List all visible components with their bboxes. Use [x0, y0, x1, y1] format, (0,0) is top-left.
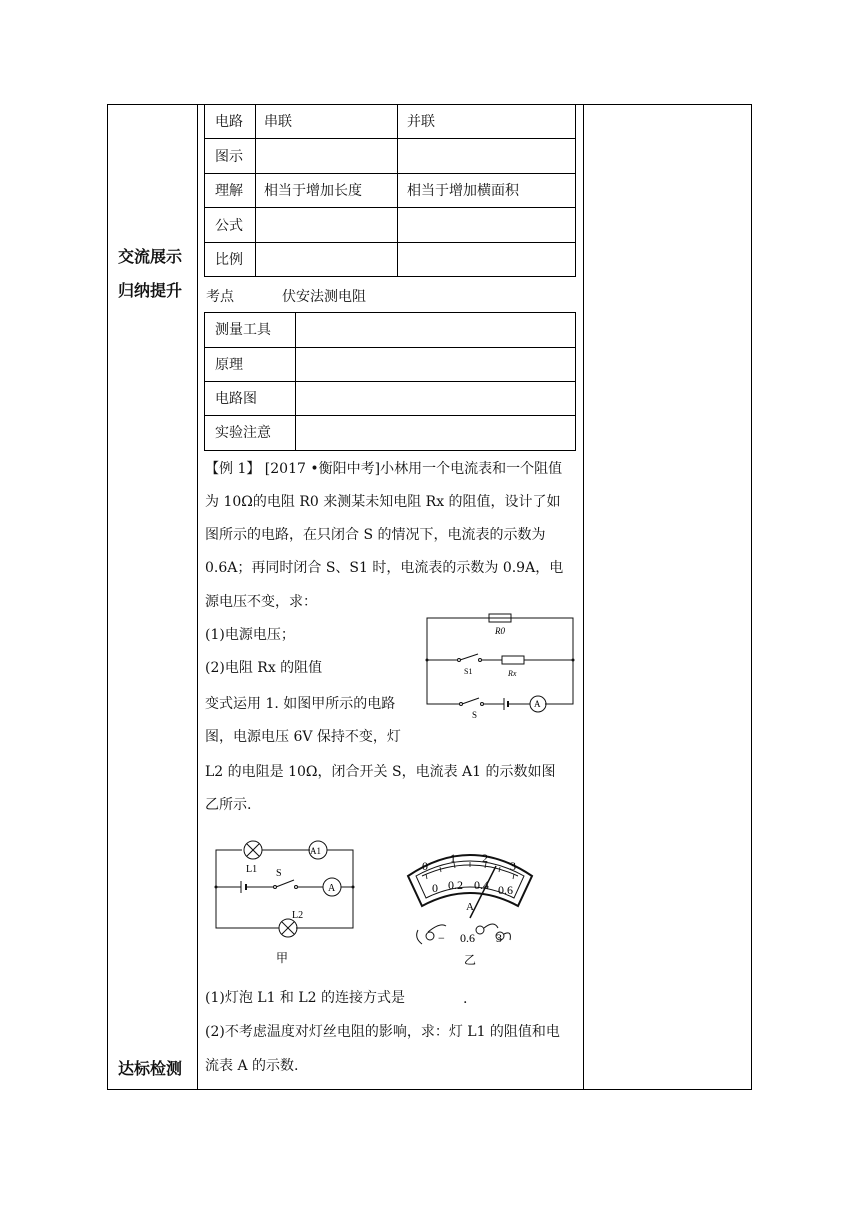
table-cell: 图示	[215, 149, 243, 165]
variant-line: 变式运用 1. 如图甲所示的电路	[205, 696, 396, 712]
table-cell: 相当于增加横面积	[407, 183, 519, 199]
example1-question: (1)电源电压；	[205, 627, 295, 643]
label-s: S	[472, 710, 478, 720]
table-cell: 串联	[264, 114, 292, 130]
side-label-summary: 归纳提升	[118, 281, 183, 300]
ammeter-label: A	[534, 699, 541, 709]
topic-name: 伏安法测电阻	[282, 289, 366, 305]
example1-line: 源电压不变，求：	[205, 594, 317, 610]
circuit-diagram-r0-rx	[420, 608, 580, 720]
ammeter-a1-label: A1	[310, 846, 321, 856]
table-cell: 测量工具	[215, 322, 271, 338]
meter-top-tick: 0	[422, 859, 428, 873]
example1-question: (2)电阻 Rx 的阻值	[205, 660, 323, 676]
meter-unit: A	[466, 901, 474, 913]
label-r0: R0	[495, 626, 505, 636]
method-table	[204, 312, 576, 451]
table-cell: 实验注意	[215, 425, 271, 441]
meter-bottom-tick: 0.2	[448, 878, 463, 892]
variant-question: (1)灯泡 L1 和 L2 的连接方式是	[205, 990, 406, 1006]
side-label-exchange: 交流展示	[118, 247, 183, 266]
side-label-check: 达标检测	[118, 1059, 183, 1078]
example1-line: 图所示的电路，在只闭合 S 的情况下，电流表的示数为	[205, 527, 546, 543]
meter-bottom-tick: 0.6	[498, 883, 513, 897]
example1-line: 【例 1】 [2017 •衡阳中考]小林用一个电流表和一个阻值	[205, 461, 563, 477]
meter-top-tick: 1	[450, 851, 456, 865]
topic-label: 考点	[206, 289, 234, 305]
compare-table	[204, 104, 576, 277]
column-divider-right	[583, 104, 584, 1090]
meter-bottom-tick: 0	[432, 881, 438, 895]
variant-line: 图，电源电压 6V 保持不变，灯	[205, 729, 401, 745]
meter-bottom-tick: 0.4	[474, 878, 489, 892]
label-l1: L1	[246, 864, 258, 875]
caption-jia: 甲	[276, 951, 289, 965]
label-s: S	[276, 868, 282, 879]
terminal-label: 0.6	[460, 931, 475, 945]
variant-line: L2 的电阻是 10Ω，闭合开关 S，电流表 A1 的示数如图	[205, 764, 556, 780]
variant-line: 乙所示.	[205, 797, 252, 813]
example1-line: 为 10Ω的电阻 R0 来测某未知电阻 Rx 的阻值，设计了如	[205, 494, 561, 510]
label-s1: S1	[464, 667, 473, 676]
variant-question: 流表 A 的示数.	[205, 1058, 299, 1074]
table-cell: 电路	[215, 114, 243, 130]
terminal-label: 3	[496, 931, 502, 945]
label-rx: Rx	[508, 669, 517, 678]
column-divider-left	[197, 104, 198, 1090]
caption-yi: 乙	[464, 953, 477, 967]
meter-top-tick: 2	[482, 851, 488, 865]
meter-top-tick: 3	[510, 859, 516, 873]
variant-question: (2)不考虑温度对灯丝电阻的影响，求：灯 L1 的阻值和电	[205, 1024, 560, 1040]
blank-end-dot: .	[463, 991, 468, 1007]
table-cell: 并联	[407, 114, 435, 130]
terminal-label: −	[438, 931, 445, 945]
table-cell: 原理	[215, 357, 243, 373]
table-cell: 比例	[215, 252, 243, 268]
table-cell: 相当于增加长度	[264, 183, 362, 199]
table-cell: 公式	[215, 218, 243, 234]
circuit-diagram-jia	[206, 836, 366, 976]
ammeter-a-label: A	[328, 883, 336, 894]
label-l2: L2	[292, 910, 304, 921]
ammeter-face-yi	[400, 832, 540, 972]
table-cell: 理解	[215, 183, 243, 199]
example1-line: 0.6A；再同时闭合 S、S1 时，电流表的示数为 0.9A，电	[205, 560, 564, 576]
table-cell: 电路图	[215, 391, 257, 407]
